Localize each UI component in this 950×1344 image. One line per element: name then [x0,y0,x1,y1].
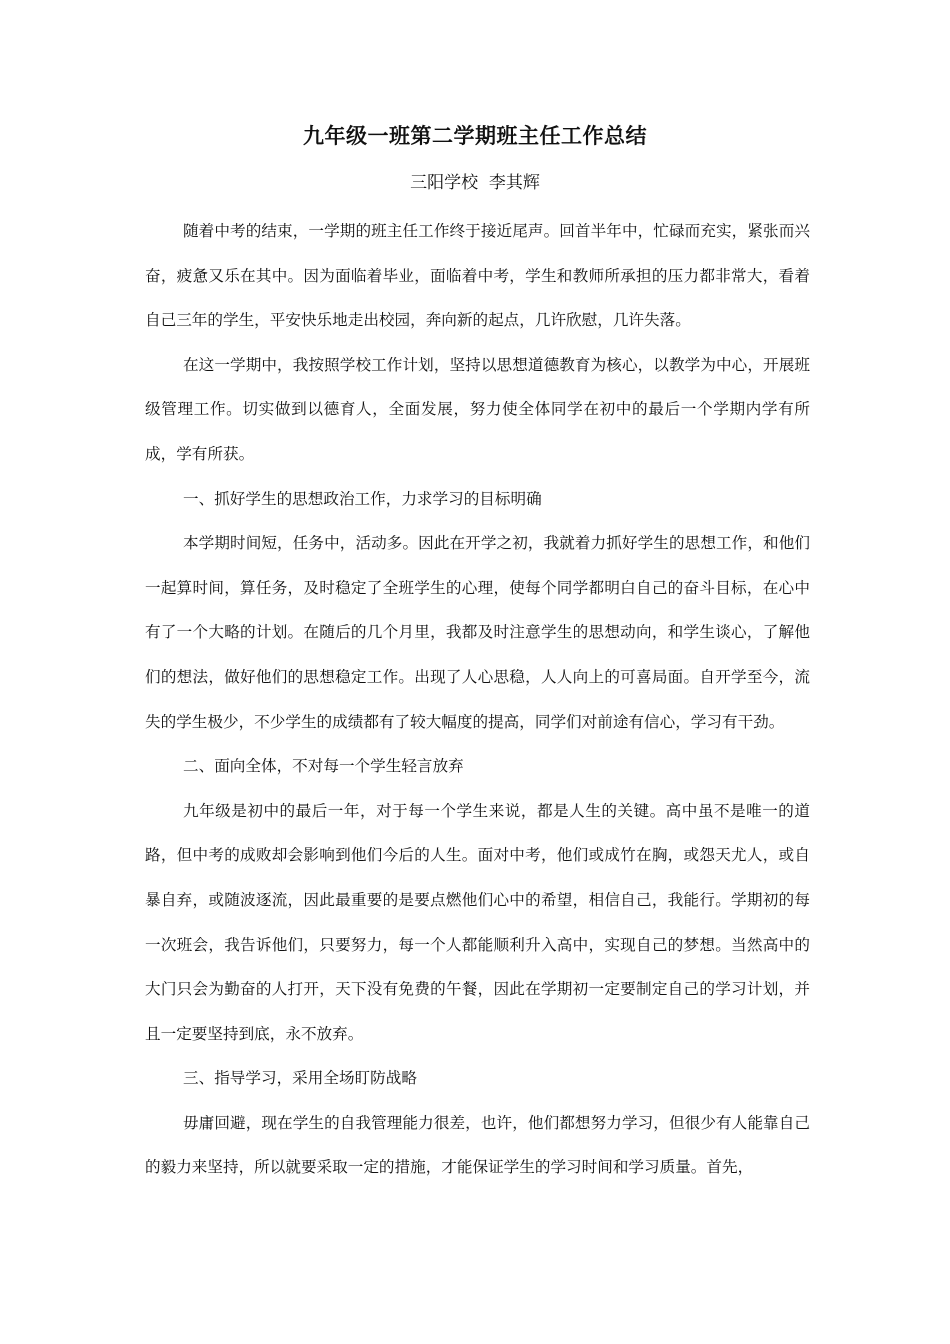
paragraph-plan: 在这一学期中，我按照学校工作计划，坚持以思想道德教育为核心，以教学为中心，开展班级管理工作。切实做到以德育人，全面发展，努力使全体同学在初中的最后一个学期内学有所成，学有所获。 [145,355,810,463]
section-heading-1: 一、抓好学生的思想政治工作，力求学习的目标明确 [183,489,542,508]
paragraph-section-3: 毋庸回避，现在学生的自我管理能力很差，也许，他们都想努力学习，但很少有人能靠自己的毅力来坚持，所以就要采取一定的措施，才能保证学生的学习时间和学习质量。首先， [145,1113,810,1177]
document-title: 九年级一班第二学期班主任工作总结 [303,123,647,148]
paragraph-section-1: 本学期时间短，任务中，活动多。因此在开学之初，我就着力抓好学生的思想工作，和他们一起算时间，算任务，及时稳定了全班学生的心理，使每个同学都明白自己的奋斗目标，在心中有了一个大略的计划。在随后的几个月里，我都及时注意学生的思想动向，和学生谈心，了解他们的想法，做好他们的思想稳定工作。出现了人心思稳，人人向上的可喜局面。自开学至今，流失的学生极少，不少学生的成绩都有了较大幅度的提高，同学们对前途有信心，学习有干劲。 [145,534,810,731]
section-heading-2: 二、面向全体，不对每一个学生轻言放弃 [183,757,464,776]
paragraph-section-2: 九年级是初中的最后一年，对于每一个学生来说，都是人生的关键。高中虽不是唯一的道路，但中考的成败却会影响到他们今后的人生。面对中考，他们或成竹在胸，或怨天尤人，或自暴自弃，或随波逐流，因此最重要的是要点燃他们心中的希望，相信自己，我能行。学期初的每一次班会，我告诉他们，只要努力，每一个人都能顺利升入高中，实现自己的梦想。当然高中的大门只会为勤奋的人打开，天下没有免费的午餐，因此在学期初一定要制定自己的学习计划，并且一定要坚持到底，永不放弃。 [145,801,810,1043]
document-author: 三阳学校 李其辉 [410,173,540,193]
section-heading-3: 三、指导学习，采用全场盯防战略 [183,1069,417,1088]
document-body [145,209,810,1190]
paragraph-intro: 随着中考的结束，一学期的班主任工作终于接近尾声。回首半年中，忙碌而充实，紧张而兴奋，疲惫又乐在其中。因为面临着毕业，面临着中考，学生和教师所承担的压力都非常大，看着自己三年的学生，平安快乐地走出校园，奔向新的起点，几许欣慰，几许失落。 [145,222,810,330]
